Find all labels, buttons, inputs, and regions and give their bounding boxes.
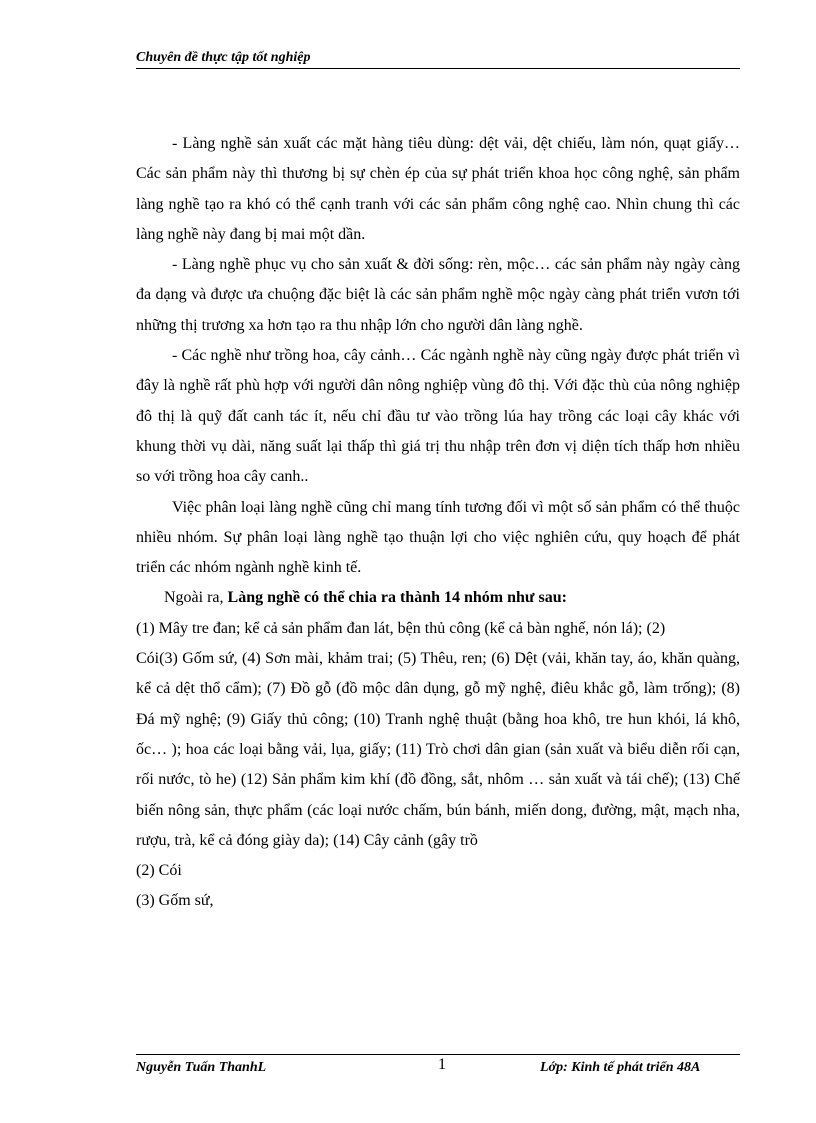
group-list: [136, 614, 740, 856]
paragraph-flowers-plants: - Các nghề như trồng hoa, cây cảnh… Các ngành nghề này cũng ngày được phát triển vì đây là nghề rất phù hợp với người dân nông nghiệp vùng đô thị. Với đặc thù của nông nghiệp đô thị là quỹ đất canh tác ít, nếu chỉ đầu tư vào trồng lúa hay trồng các loại cây khác với khung thời vụ dài, năng suất lại thấp thì giá trị thu nhập trên đơn vị diện tích thấp hơn nhiều so với trồng hoa cây canh..: [136, 347, 740, 486]
paragraph-intro: [136, 583, 740, 613]
extra-line-1: (2) Cói: [136, 862, 182, 880]
paragraph-classification: Việc phân loại làng nghề cũng chỉ mang tính tương đối vì một số sản phẩm có thể thuộc nhiều nhóm. Sự phân loại làng nghề tạo thuận lợi cho việc nghiên cứu, quy hoạch để phát triển các nhóm ngành nghề kinh tế.: [136, 498, 740, 577]
extra-line-2: (3) Gốm sứ,: [136, 892, 214, 910]
footer-divider: [136, 1054, 740, 1055]
header-divider: [136, 68, 740, 69]
document-body: [136, 129, 740, 917]
group-list-first-line: (1) Mây tre đan; kể cả sản phẩm đan lát, bện thủ công (kể cả bàn nghế, nón lá); (2): [136, 619, 666, 637]
intro-prefix: Ngoài ra,: [164, 589, 228, 607]
intro-bold: Làng nghề có thể chia ra thành 14 nhóm như sau:: [227, 589, 567, 607]
group-list-rest: Cói(3) Gốm sứ, (4) Sơn mài, khảm trai; (5) Thêu, ren; (6) Dệt (vải, khăn tay, áo, khăn quàng, kể cả dệt thổ cẩm); (7) Đồ gỗ (đồ mộc dân dụng, gỗ mỹ nghệ, điêu khắc gỗ, làm trống); (8) Đá mỹ nghệ; (9) Giấy thủ công; (10) Tranh nghệ thuật (bằng hoa khô, tre hun khói, lá khô, ốc… ); hoa các loại bằng vải, lụa, giấy; (11) Trò chơi dân gian (sản xuất và biểu diễn rối cạn, rối nước, tò he) (12) Sản phẩm kim khí (đồ đồng, sắt, nhôm … sản xuất và tái chế); (13) Chế biến nông sản, thực phẩm (các loại nước chấm, bún bánh, miến dong, đường, mật, mạch nha, rượu, trà, kể cả đóng giày da); (14) Cây cảnh (gây trồ: [136, 650, 740, 849]
paragraph-production-services: - Làng nghề phục vụ cho sản xuất & đời sống: rèn, mộc… các sản phẩm này ngày càng đa dạng và được ưa chuộng đặc biệt là các sản phẩm nghề mộc ngày càng phát triển vươn tới những thị trương xa hơn tạo ra thu nhập lớn cho người dân làng nghề.: [136, 256, 740, 334]
page-number: 1: [438, 1056, 446, 1073]
footer-class: Lớp: Kinh tế phát triển 48A: [540, 1060, 701, 1075]
paragraph-consumer-goods: - Làng nghề sản xuất các mặt hàng tiêu dùng: dệt vải, dệt chiếu, làm nón, quạt giấy… Các sản phẩm này thì thương bị sự chèn ép của sự phát triển khoa học công nghệ, sản phẩm làng nghề tạo ra khó có thể cạnh tranh với các sản phẩm công nghệ cao. Nhìn chung thì các làng nghề này đang bị mai một dần.: [136, 135, 740, 243]
footer-author: Nguyễn Tuấn ThanhL: [136, 1060, 267, 1075]
header-title: Chuyên đề thực tập tốt nghiệp: [136, 50, 311, 65]
